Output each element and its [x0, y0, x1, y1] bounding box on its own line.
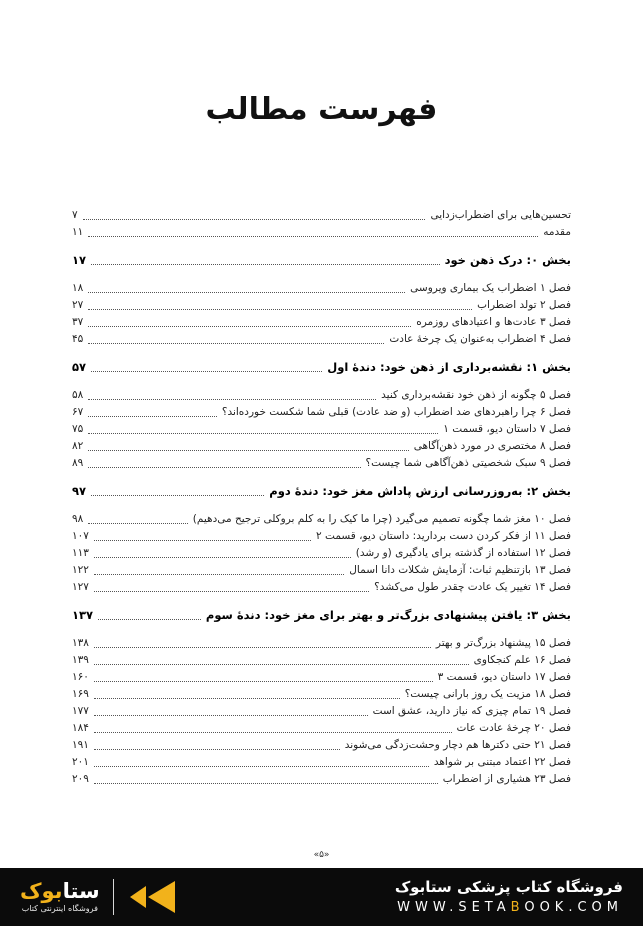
dot-leader: [94, 539, 311, 541]
toc-entry-title: بخش ۰: درک ذهن خود: [444, 253, 571, 268]
toc-entry-title: فصل ۱۴ تغییر یک عادت چقدر طول می‌کشد؟: [374, 581, 571, 594]
logo-text-block: [20, 880, 100, 914]
toc-section-row: [72, 250, 571, 267]
toc-entry-title: فصل ۲۱ حتی دکترها هم دچار وحشت‌زدگی می‌شوند: [344, 739, 571, 752]
toc-item-row: [72, 769, 571, 786]
toc-entry-title: فصل ۱۳ بازتنظیم ثبات: آزمایش شکلات دانا اسمال: [349, 564, 571, 577]
toc-item-row: [72, 735, 571, 752]
toc-entry-title: فصل ۱۵ پیشنهاد بزرگ‌تر و بهتر: [435, 637, 571, 650]
toc-item-row: [72, 650, 571, 667]
toc-entry-page: ۲۷: [72, 299, 84, 312]
dot-leader: [94, 680, 433, 682]
footer-bar: [0, 868, 643, 926]
toc-entry-page: ۱۸: [72, 282, 84, 295]
toc-entry-page: ۴۵: [72, 333, 84, 346]
toc-item-row: [72, 385, 571, 402]
toc-item-row: [72, 543, 571, 560]
toc-entry-title: فصل ۱۱ از فکر کردن دست بردارید: داستان دیو، قسمت ۲: [316, 530, 571, 543]
dot-leader: [88, 415, 217, 417]
toc-item-row: [72, 436, 571, 453]
logo-wordmark: [20, 880, 100, 903]
dot-leader: [94, 573, 344, 575]
toc-section-row: [72, 605, 571, 622]
dot-leader: [91, 494, 264, 496]
dot-leader: [91, 370, 322, 372]
toc-entry-page: ۳۷: [72, 316, 84, 329]
toc-entry-page: ۱۶۹: [72, 688, 89, 701]
toc-item-row: [72, 312, 571, 329]
toc-entry-page: ۶۷: [72, 406, 84, 419]
toc-item-row: [72, 205, 571, 222]
toc-entry-title: بخش ۲: به‌روزرسانی ارزش پاداش مغز خود: دندهٔ دوم: [269, 484, 571, 499]
toc-entry-title: مقدمه: [543, 226, 571, 239]
toc-entry-page: ۱۲۷: [72, 581, 89, 594]
store-name: فروشگاه کتاب پزشکی ستابوک: [394, 878, 623, 896]
toc-entry-page: ۷: [72, 209, 78, 222]
dot-leader: [94, 714, 368, 716]
dot-leader: [98, 618, 201, 620]
dot-leader: [94, 590, 369, 592]
toc-entry-title: فصل ۲۰ چرخهٔ عادت عات: [456, 722, 571, 735]
dot-leader: [94, 765, 429, 767]
toc-entry-title: فصل ۱۰ مغز شما چگونه تصمیم می‌گیرد (چرا ما کیک را به کلم بروکلی ترجیح می‌دهیم): [192, 513, 571, 526]
toc-entry-title: تحسین‌هایی برای اضطراب‌زدایی: [430, 209, 571, 222]
toc-item-row: [72, 701, 571, 718]
toc-item-row: [72, 633, 571, 650]
toc-item-row: [72, 419, 571, 436]
toc-entry-page: ۱۰۷: [72, 530, 89, 543]
toc-item-row: [72, 402, 571, 419]
toc-item-row: [72, 577, 571, 594]
toc-entry-page: ۹۸: [72, 513, 84, 526]
toc-item-row: [72, 222, 571, 239]
toc-item-row: [72, 752, 571, 769]
dot-leader: [88, 522, 188, 524]
logo-wordmark-part2: بوک: [20, 879, 63, 904]
toc-entry-title: فصل ۵ چگونه از ذهن خود نقشه‌برداری کنید: [381, 389, 571, 402]
toc-entry-title: فصل ۱۹ تمام چیزی که نیاز دارید، عشق است: [372, 705, 571, 718]
dot-leader: [94, 663, 469, 665]
url-prefix: WWW.SETA: [397, 899, 511, 915]
toc-entry-title: فصل ۹ سبک شخصیتی ذهن‌آگاهی شما چیست؟: [365, 457, 571, 470]
toc-item-row: [72, 718, 571, 735]
dot-leader: [88, 325, 411, 327]
toc-entry-title: فصل ۲۳ هشیاری از اضطراب: [442, 773, 571, 786]
toc-entry-title: فصل ۶ چرا راهبردهای ضد اضطراب (و ضد عادت) قبلی شما شکست خورده‌اند؟: [221, 406, 571, 419]
toc-entry-title: فصل ۱ اضطراب یک بیماری ویروسی: [410, 282, 571, 295]
toc-entry-title: بخش ۳: یافتن پیشنهادی بزرگ‌تر و بهتر برای مغز خود: دندهٔ سوم: [205, 608, 571, 623]
dot-leader: [88, 449, 408, 451]
toc-item-row: [72, 329, 571, 346]
toc-entry-title: فصل ۲ تولد اضطراب: [477, 299, 571, 312]
toc-entry-title: فصل ۴ اضطراب به‌عنوان یک چرخهٔ عادت: [389, 333, 571, 346]
toc-entry-page: ۲۰۱: [72, 756, 89, 769]
toc-item-row: [72, 667, 571, 684]
dot-leader: [83, 218, 426, 220]
toc-entry-page: ۲۰۹: [72, 773, 89, 786]
toc-entry-page: ۱۳۹: [72, 654, 89, 667]
dot-leader: [88, 308, 472, 310]
logo-subtitle: فروشگاه اینترنتی کتاب: [21, 904, 98, 914]
toc-entry-title: فصل ۲۲ اعتماد مبتنی بر شواهد: [433, 756, 571, 769]
toc-item-row: [72, 526, 571, 543]
toc-entry-page: ۱۷: [72, 253, 87, 268]
toc-item-row: [72, 453, 571, 470]
toc-entry-page: ۸۲: [72, 440, 84, 453]
toc-entry-page: ۹۷: [72, 484, 87, 499]
toc-entry-page: ۱۲۲: [72, 564, 89, 577]
dot-leader: [94, 697, 400, 699]
toc-entry-page: ۵۸: [72, 389, 84, 402]
toc-entry-page: ۵۷: [72, 360, 87, 375]
logo-separator: [113, 879, 114, 915]
dot-leader: [88, 342, 384, 344]
toc-item-row: [72, 295, 571, 312]
toc-section-row: [72, 357, 571, 374]
toc-entry-title: فصل ۸ مختصری در مورد ذهن‌آگاهی: [413, 440, 571, 453]
toc-entry-title: بخش ۱: نقشه‌برداری از ذهن خود: دندهٔ اول: [327, 360, 571, 375]
dot-leader: [88, 291, 405, 293]
dot-leader: [91, 263, 440, 265]
folio-ornament: «۵»: [313, 850, 330, 860]
toc-entry-page: ۱۸۴: [72, 722, 89, 735]
dot-leader: [94, 731, 452, 733]
chevrons-logo-icon: [127, 879, 175, 915]
page-title: فهرست مطالب: [205, 92, 438, 127]
toc-entry-page: ۷۵: [72, 423, 84, 436]
toc-entry-page: ۱۱۳: [72, 547, 89, 560]
dot-leader: [94, 646, 431, 648]
toc-entry-page: ۸۹: [72, 457, 84, 470]
toc-entry-page: ۱۱: [72, 226, 84, 239]
toc-item-row: [72, 509, 571, 526]
toc-entry-page: ۱۳۸: [72, 637, 89, 650]
toc-entry-title: فصل ۷ داستان دیو، قسمت ۱: [443, 423, 571, 436]
dot-leader: [94, 782, 438, 784]
toc-entry-title: فصل ۳ عادت‌ها و اعتیادهای روزمره: [416, 316, 571, 329]
toc-section-row: [72, 481, 571, 498]
toc-entry-title: فصل ۱۸ مزیت یک روز بارانی چیست؟: [404, 688, 571, 701]
toc-item-row: [72, 560, 571, 577]
toc-entry-title: فصل ۱۲ استفاده از گذشته برای یادگیری (و رشد): [355, 547, 571, 560]
dot-leader: [94, 556, 351, 558]
website-url: [395, 900, 623, 916]
dot-leader: [88, 432, 438, 434]
toc-entry-title: فصل ۱۶ علم کنجکاوی: [473, 654, 571, 667]
logo-wordmark-part1: ستا: [62, 879, 100, 904]
dot-leader: [94, 748, 340, 750]
footer-store-info: [395, 878, 623, 916]
dot-leader: [88, 235, 538, 237]
toc-item-row: [72, 278, 571, 295]
toc-item-row: [72, 684, 571, 701]
url-highlight: B: [510, 899, 525, 915]
toc-entry-page: ۱۹۱: [72, 739, 89, 752]
dot-leader: [88, 466, 360, 468]
dot-leader: [88, 398, 376, 400]
toc-entry-page: ۱۳۷: [72, 608, 94, 623]
toc-entry-title: فصل ۱۷ داستان دیو، قسمت ۳: [437, 671, 571, 684]
url-suffix: OOK.COM: [524, 899, 623, 915]
toc-entry-page: ۱۶۰: [72, 671, 89, 684]
toc-entry-page: ۱۷۷: [72, 705, 89, 718]
toc-list: [72, 205, 571, 786]
publisher-logo: [20, 879, 175, 915]
